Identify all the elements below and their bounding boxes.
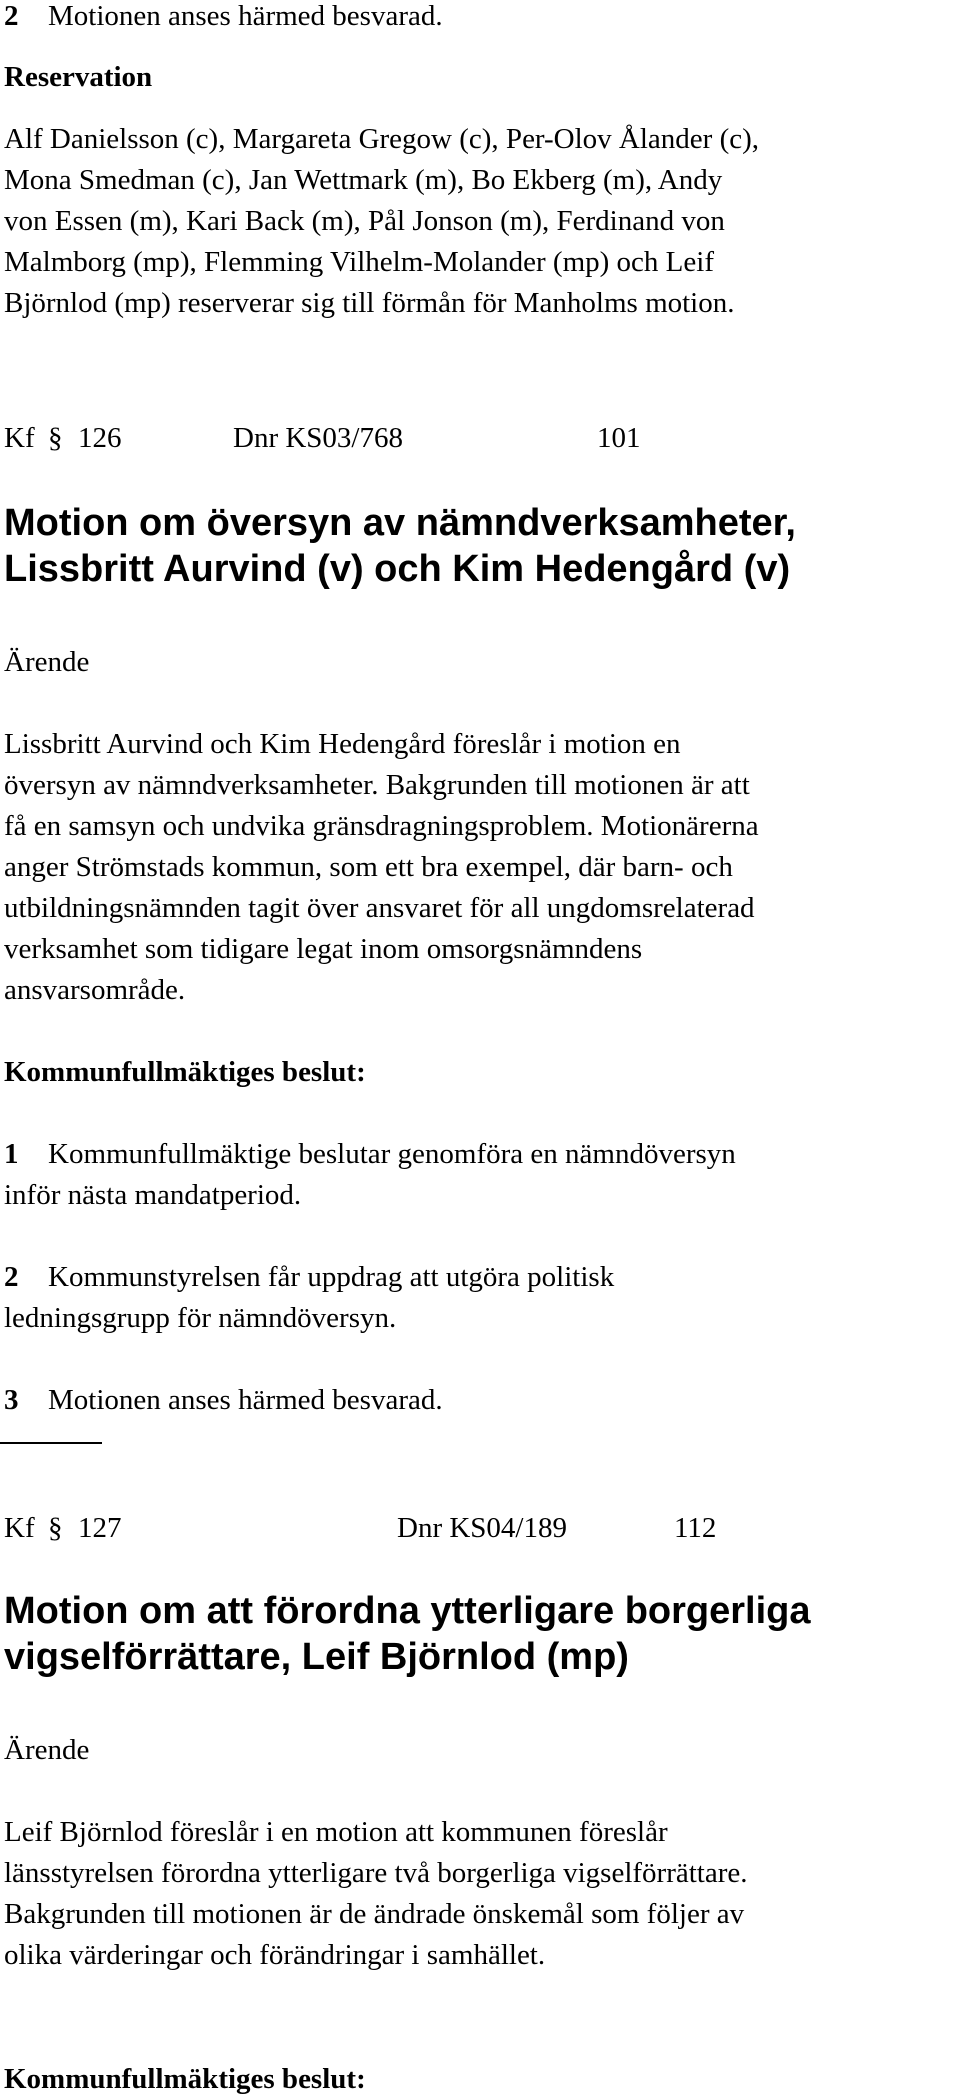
section-code: 101 bbox=[597, 422, 641, 454]
section-number: 126 bbox=[78, 422, 122, 454]
arende-line: anger Strömstads kommun, som ett bra exempel, där barn- och bbox=[4, 851, 733, 883]
paragraph-sign-icon: § bbox=[48, 422, 63, 454]
section-127-reference bbox=[4, 1508, 954, 1549]
title-line: Motion om att förordna ytterligare borgerliga bbox=[4, 1590, 811, 1632]
reservation-line: Malmborg (mp), Flemming Vilhelm-Molander (mp) och Leif bbox=[4, 246, 714, 278]
decision-text: Kommunfullmäktige beslutar genomföra en nämndöversyn bbox=[48, 1138, 736, 1170]
section-126-reference bbox=[4, 418, 954, 459]
decision-text: Kommunstyrelsen får uppdrag att utgöra politisk bbox=[48, 1261, 615, 1293]
reservation-line: von Essen (m), Kari Back (m), Pål Jonson (m), Ferdinand von bbox=[4, 205, 725, 237]
section-127-title bbox=[4, 1588, 811, 1680]
arende-line: länsstyrelsen förordna ytterligare två borgerliga vigselförrättare. bbox=[4, 1857, 748, 1889]
arende-line: verksamhet som tidigare legat inom omsorgsnämndens bbox=[4, 933, 643, 965]
kf-label: Kf bbox=[4, 422, 35, 454]
separator-rule bbox=[0, 1442, 102, 1444]
section-127-decision-heading bbox=[4, 2059, 366, 2100]
decision-heading: Kommunfullmäktiges beslut: bbox=[4, 1056, 366, 1088]
decision-number: 2 bbox=[4, 0, 19, 32]
reservation-heading-block bbox=[4, 57, 152, 98]
dnr-label: Dnr KS04/189 bbox=[397, 1512, 567, 1544]
reservation-line: Alf Danielsson (c), Margareta Gregow (c), Per-Olov Ålander (c), bbox=[4, 123, 760, 155]
arende-line: utbildningsnämnden tagit över ansvaret för all ungdomsrelaterad bbox=[4, 892, 755, 924]
decision-item-2 bbox=[4, 1257, 614, 1339]
section-126-title bbox=[4, 500, 796, 592]
reservation-text bbox=[4, 119, 759, 324]
reservation-line: Björnlod (mp) reserverar sig till förmån för Manholms motion. bbox=[4, 287, 735, 319]
top-decision-item bbox=[4, 0, 443, 37]
arende-line: Bakgrunden till motionen är de ändrade önskemål som följer av bbox=[4, 1898, 745, 1930]
section-code: 112 bbox=[674, 1512, 717, 1544]
title-line: vigselförrättare, Leif Björnlod (mp) bbox=[4, 1636, 629, 1678]
arende-line: få en samsyn och undvika gränsdragningsproblem. Motionärerna bbox=[4, 810, 759, 842]
decision-item-1 bbox=[4, 1134, 736, 1216]
arende-line: ansvarsområde. bbox=[4, 974, 186, 1006]
arende-heading: Ärende bbox=[4, 1734, 90, 1766]
section-126-arende-heading bbox=[4, 642, 89, 683]
section-127-arende-text bbox=[4, 1812, 748, 1976]
arende-line: Lissbritt Aurvind och Kim Hedengård föreslår i motion en bbox=[4, 728, 681, 760]
arende-line: Leif Björnlod föreslår i en motion att kommunen föreslår bbox=[4, 1816, 668, 1848]
decision-text: Motionen anses härmed besvarad. bbox=[48, 0, 443, 32]
paragraph-sign-icon: § bbox=[48, 1512, 63, 1544]
decision-number: 1 bbox=[4, 1138, 19, 1170]
title-line: Lissbritt Aurvind (v) och Kim Hedengård (v) bbox=[4, 548, 791, 590]
decision-text: Motionen anses härmed besvarad. bbox=[48, 1384, 443, 1416]
kf-label: Kf bbox=[4, 1512, 35, 1544]
decision-number: 2 bbox=[4, 1261, 19, 1293]
reservation-line: Mona Smedman (c), Jan Wettmark (m), Bo Ekberg (m), Andy bbox=[4, 164, 723, 196]
reservation-heading: Reservation bbox=[4, 61, 153, 93]
section-126-decision-heading bbox=[4, 1052, 366, 1093]
decision-item-3 bbox=[4, 1380, 443, 1421]
dnr-label: Dnr KS03/768 bbox=[233, 422, 403, 454]
decision-text: inför nästa mandatperiod. bbox=[4, 1179, 302, 1211]
section-127-arende-heading bbox=[4, 1730, 89, 1771]
section-126-arende-text bbox=[4, 724, 759, 1011]
arende-line: olika värderingar och förändringar i samhället. bbox=[4, 1939, 546, 1971]
decision-text: ledningsgrupp för nämndöversyn. bbox=[4, 1302, 397, 1334]
arende-line: översyn av nämndverksamheter. Bakgrunden till motionen är att bbox=[4, 769, 750, 801]
decision-heading: Kommunfullmäktiges beslut: bbox=[4, 2063, 366, 2095]
section-number: 127 bbox=[78, 1512, 122, 1544]
arende-heading: Ärende bbox=[4, 646, 90, 678]
title-line: Motion om översyn av nämndverksamheter, bbox=[4, 502, 796, 544]
decision-number: 3 bbox=[4, 1384, 19, 1416]
